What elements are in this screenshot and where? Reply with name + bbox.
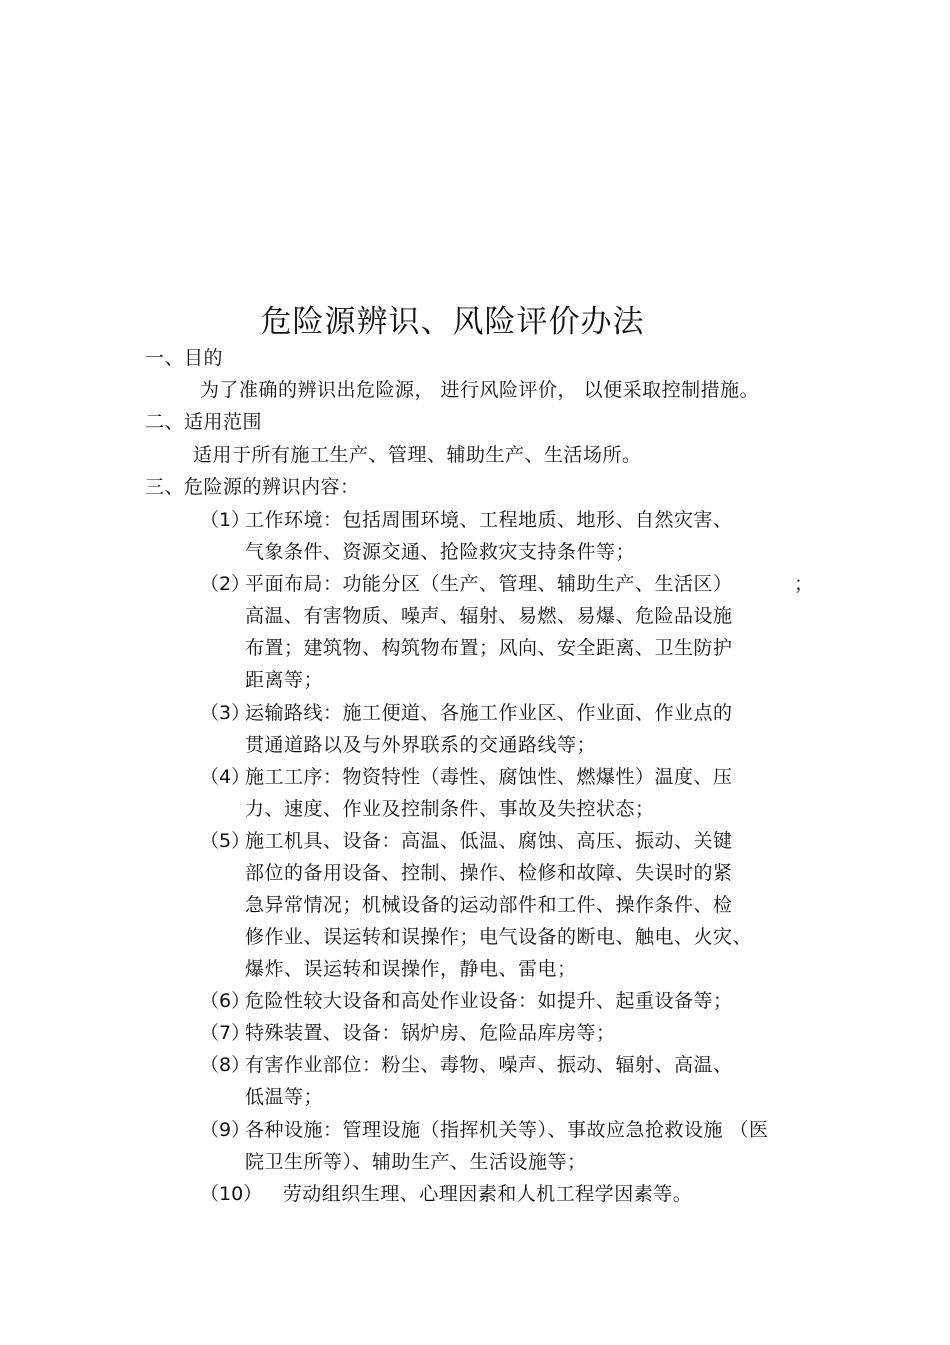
item-line: 修作业、误运转和误操作；电气设备的断电、触电、火灾、 (245, 926, 753, 948)
item-line: 部位的备用设备、控制、操作、检修和故障、失误时的紧 (245, 862, 733, 884)
item-number: （2） (200, 573, 251, 595)
item-number: （4） (200, 766, 251, 788)
item-line: 工作环境：包括周围环境、工程地质、地形、自然灾害、 (245, 509, 733, 531)
section-text-purpose: 为了准确的辨识出危险源， 进行风险评价， 以便采取控制措施。 (200, 379, 760, 401)
item-line: 爆炸、误运转和误操作，静电、雷电； (245, 958, 577, 980)
section-heading-purpose: 一、目的 (145, 347, 224, 369)
item-line: 各种设施：管理设施（指挥机关等）、事故应急抢救设施 （医 (245, 1119, 769, 1141)
item-line: 施工工序：物资特性（毒性、腐蚀性、燃爆性）温度、压 (245, 766, 733, 788)
item-line: 劳动组织生理、心理因素和人机工程学因素等。 (250, 1183, 693, 1205)
item-line: 布置；建筑物、构筑物布置；风向、安全距离、卫生防护 (245, 637, 733, 659)
item-line: 气象条件、资源交通、抢险救灾支持条件等； (245, 541, 636, 563)
item-number: （8） (200, 1054, 251, 1076)
item-number: （10） (200, 1183, 263, 1205)
item-line: 力、速度、作业及控制条件、事故及失控状态； (245, 798, 655, 820)
item-number: （6） (200, 990, 251, 1012)
section-text-scope: 适用于所有施工生产、管理、辅助生产、生活场所。 (193, 444, 642, 466)
item-line: 危险性较大设备和高处作业设备：如提升、起重设备等； (245, 990, 733, 1012)
item-line: 平面布局：功能分区（生产、管理、辅助生产、生活区） (245, 573, 733, 595)
item-line: 高温、有害物质、噪声、辐射、易燃、易爆、危险品设施 (245, 605, 733, 627)
item-line: 运输路线：施工便道、各施工作业区、作业面、作业点的 (245, 702, 733, 724)
item-line: 低温等； (245, 1086, 324, 1108)
item-number: （7） (200, 1022, 251, 1044)
item-number: （1） (200, 509, 251, 531)
item-line: 距离等； (245, 669, 324, 691)
item-line: 施工机具、设备：高温、低温、腐蚀、高压、振动、关键 (245, 830, 733, 852)
item-line: 有害作业部位：粉尘、毒物、噪声、振动、辐射、高温、 (245, 1054, 733, 1076)
document-title: 危险源辨识、风险评价办法 (260, 304, 645, 340)
item-line: 急异常情况；机械设备的运动部件和工件、操作条件、检 (245, 894, 733, 916)
item-line: 特殊装置、设备：锅炉房、危险品库房等； (245, 1022, 616, 1044)
item-line: 院卫生所等）、辅助生产、生活设施等； (245, 1151, 587, 1173)
item-number: （3） (200, 702, 251, 724)
section-heading-scope: 二、适用范围 (145, 411, 263, 433)
item-trailing-mark: ； (794, 573, 814, 595)
item-number: （9） (200, 1119, 251, 1141)
item-line: 贯通道路以及与外界联系的交通路线等； (245, 734, 597, 756)
item-number: （5） (200, 830, 251, 852)
section-heading-content: 三、危险源的辨识内容： (145, 476, 360, 498)
